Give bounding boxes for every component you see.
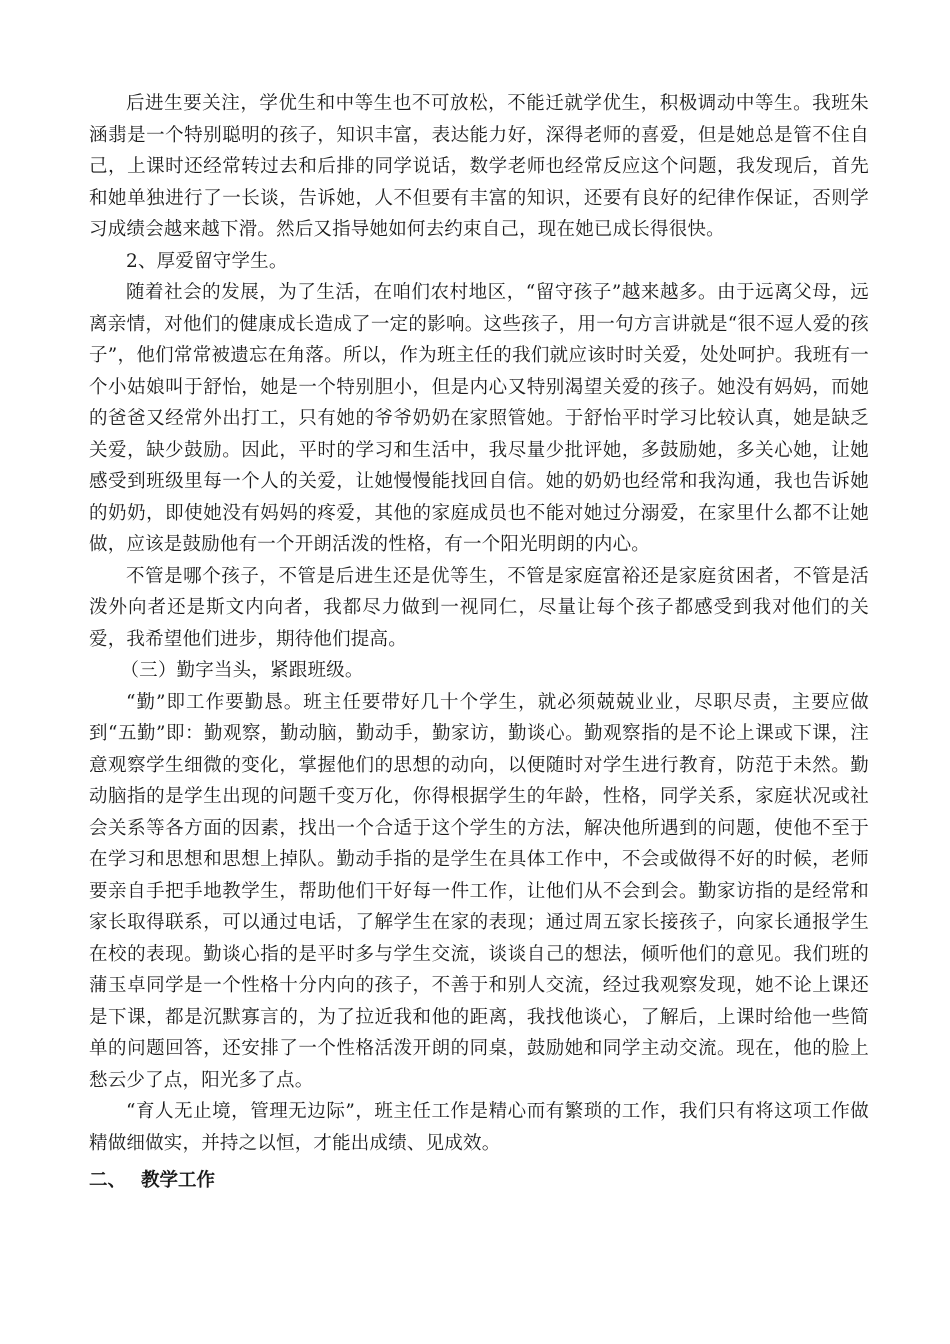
- subheading-left-behind-students: 2、厚爱留守学生。: [126, 250, 288, 272]
- paragraph-conclusion: “育人无止境，管理无边际”，班主任工作是精心而有繁琐的工作，我们只有将这项工作做精做细做实，并持之以恒，才能出成绩、见成效。: [89, 1101, 869, 1154]
- section-title: 教学工作: [141, 1170, 216, 1191]
- document-page: [89, 88, 869, 1197]
- paragraph-left-behind-children: 随着社会的发展，为了生活，在咱们农村地区，“留守孩子”越来越多。由于远离父母，远离亲情，对他们的健康成长造成了一定的影响。这些孩子，用一句方言讲就是“很不逗人爱的孩子”，他们常常被遗忘在角落。所以，作为班主任的我们就应该时时关爱，处处呵护。我班有一个小姑娘叫于舒怡，她是一个特别胆小，但是内心又特别渴望关爱的孩子。她没有妈妈，而她的爸爸又经常外出打工，只有她的爷爷奶奶在家照管她。于舒怡平时学习比较认真，她是缺乏关爱，缺少鼓励。因此，平时的学习和生活中，我尽量少批评她，多鼓励她，多关心她，让她感受到班级里每一个人的关爱，让她慢慢能找回自信。她的奶奶也经常和我沟通，我也告诉她的奶奶，即使她没有妈妈的疼爱，其他的家庭成员也不能对她过分溺爱，在家里什么都不让她做，应该是鼓励他有一个开朗活泼的性格，有一个阳光明朗的内心。: [89, 282, 869, 555]
- subheading-diligence: （三）勤字当头，紧跟班级。: [120, 660, 364, 681]
- paragraph-students-attention: 后进生要关注，学优生和中等生也不可放松，不能迁就学优生，积极调动中等生。我班朱涵翡是一个特别聪明的孩子，知识丰富，表达能力好，深得老师的喜爱，但是她总是管不住自己，上课时还经常转过去和后排的同学说话，数学老师也经常反应这个问题，我发现后，首先和她单独进行了一长谈，告诉她，人不但要有丰富的知识，还要有良好的纪律作保证，否则学习成绩会越来越下滑。然后又指导她如何去约束自己，现在她已成长得很快。: [89, 93, 869, 240]
- section-heading-teaching: [89, 1165, 869, 1197]
- paragraph-treat-equally: 不管是哪个孩子，不管是后进生还是优等生，不管是家庭富裕还是家庭贫困者，不管是活泼外向者还是斯文内向者，我都尽力做到一视同仁，尽量让每个孩子都感受到我对他们的关爱，我希望他们进步，期待他们提高。: [89, 565, 869, 650]
- section-number: 二、: [89, 1170, 127, 1191]
- paragraph-five-diligences: “勤”即工作要勤恳。班主任要带好几十个学生，就必须兢兢业业，尽职尽责，主要应做到“五勤”即：勤观察，勤动脑，勤动手，勤家访，勤谈心。勤观察指的是不论上课或下课，注意观察学生细微的变化，掌握他们的思想的动向，以便随时对学生进行教育，防范于未然。勤动脑指的是学生出现的问题千变万化，你得根据学生的年龄，性格，同学关系，家庭状况或社会关系等各方面的因素，找出一个合适于这个学生的方法，解决他所遇到的问题，使他不至于在学习和思想和思想上掉队。勤动手指的是学生在具体工作中，不会或做得不好的时候，老师要亲自手把手地教学生，帮助他们干好每一件工作，让他们从不会到会。勤家访指的是经常和家长取得联系，可以通过电话，了解学生在家的表现；通过周五家长接孩子，向家长通报学生在校的表现。勤谈心指的是平时多与学生交流，谈谈自己的想法，倾听他们的意见。我们班的蒲玉卓同学是一个性格十分内向的孩子，不善于和别人交流，经过我观察发现，她不论上课还是下课，都是沉默寡言的，为了拉近我和他的距离，我找他谈心，了解后，上课时给他一些简单的问题回答，还安排了一个性格活泼开朗的同桌，鼓励她和同学主动交流。现在，他的脸上愁云少了点，阳光多了点。: [89, 691, 869, 1091]
